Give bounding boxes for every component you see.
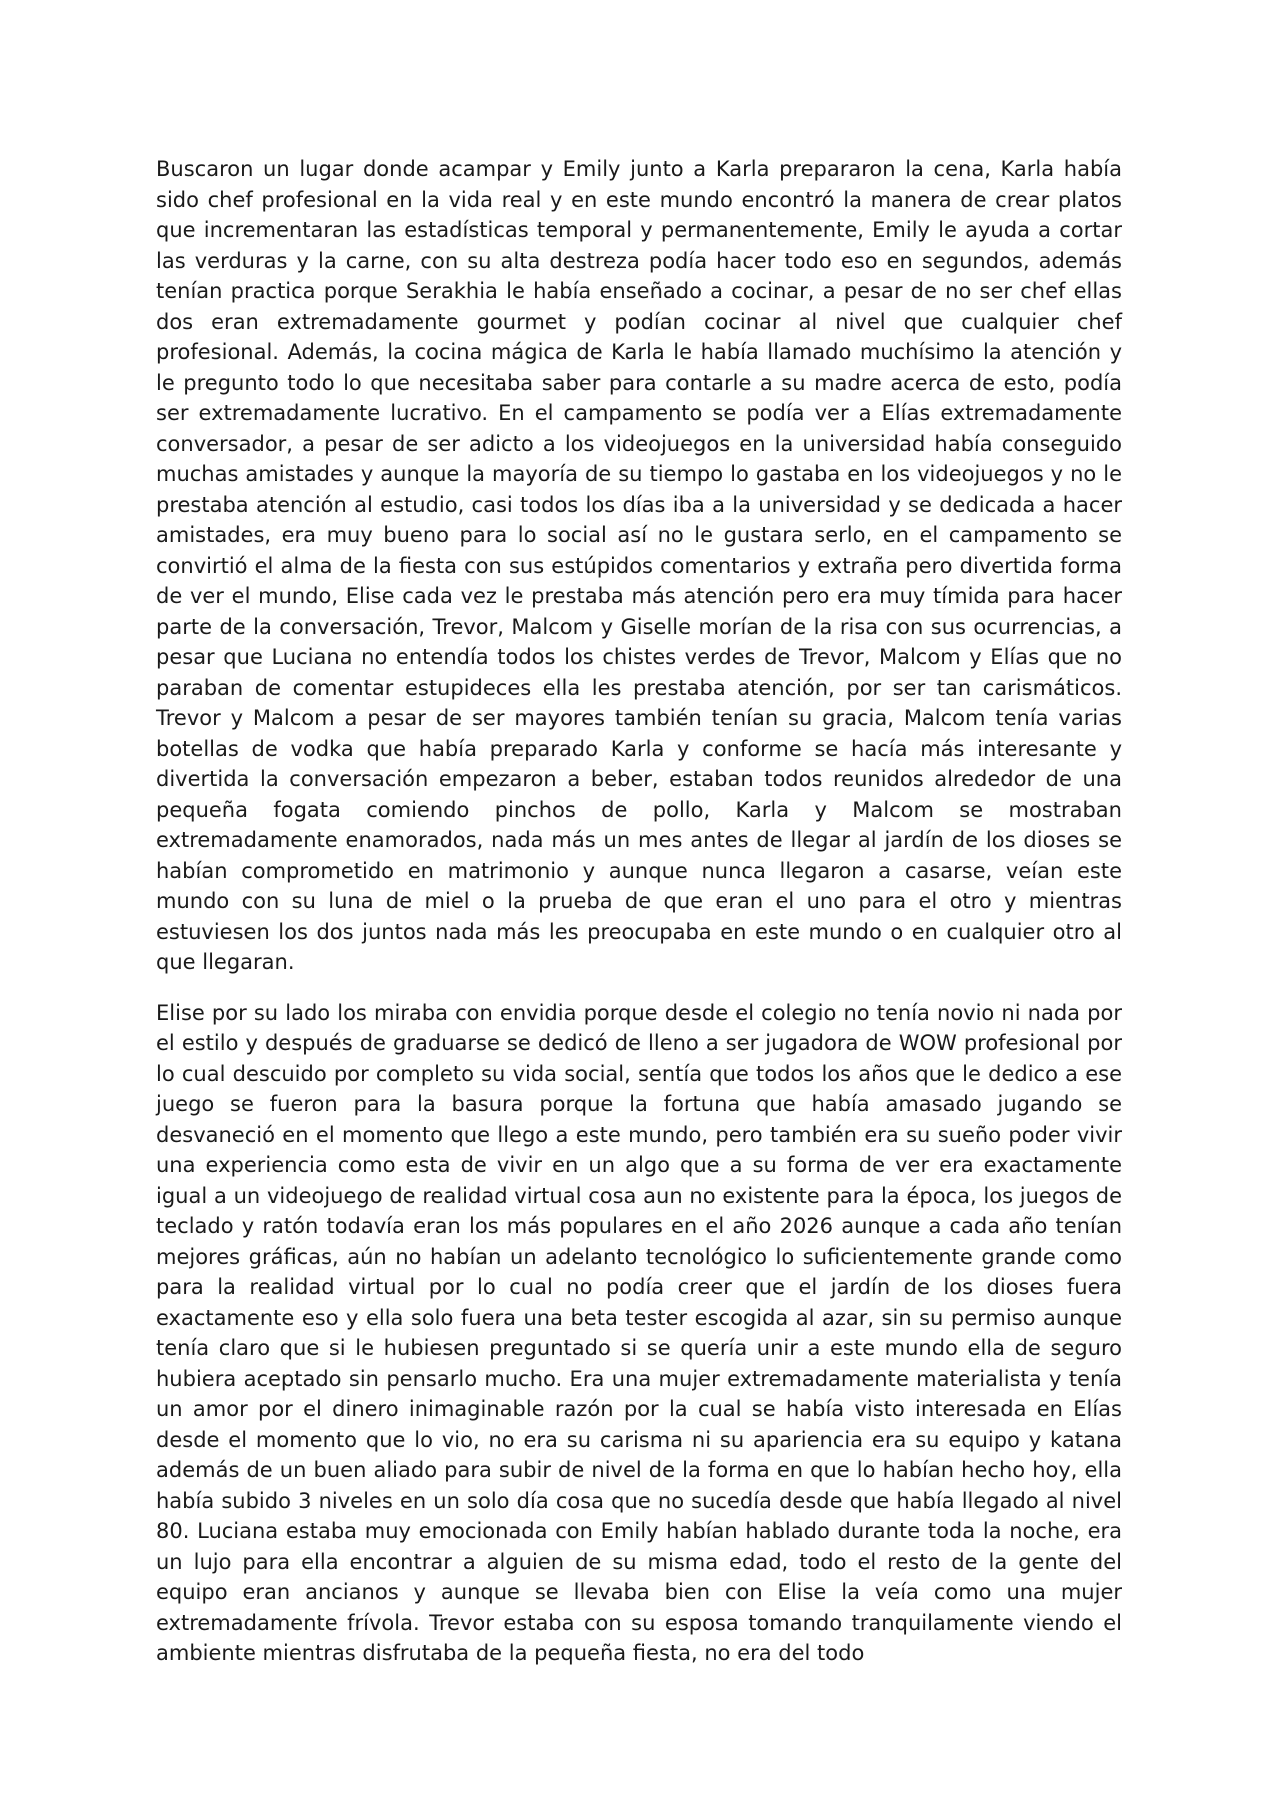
paragraph-1: Buscaron un lugar donde acampar y Emily junto a Karla prepararon la cena, Karla había sido chef profesional en la vida real y en este mundo encontró la manera de crear platos que incrementaran las estadísticas temporal y permanentemente, Emily le ayuda a cortar las verduras y la carne, con su alta destreza podía hacer todo eso en segundos, además tenían practica porque Serakhia le había enseñado a cocinar, a pesar de no ser chef ellas dos eran extremadamente gourmet y podían cocinar al nivel que cualquier chef profesional. Además, la cocina mágica de Karla le había llamado muchísimo la atención y le pregunto todo lo que necesitaba saber para contarle a su madre acerca de esto, podía ser extremadamente lucrativo. En el campamento se podía ver a Elías extremadamente conversador, a pesar de ser adicto a los videojuegos en la universidad había conseguido muchas amistades y aunque la mayoría de su tiempo lo gastaba en los videojuegos y no le prestaba atención al estudio, casi todos los días iba a la universidad y se dedicada a hacer amistades, era muy bueno para lo social así no le gustara serlo, en el campamento se convirtió el alma de la fiesta con sus estúpidos comentarios y extraña pero divertida forma de ver el mundo, Elise cada vez le prestaba más atención pero era muy tímida para hacer parte de la conversación, Trevor, Malcom y Giselle morían de la risa con sus ocurrencias, a pesar que Luciana no entendía todos los chistes verdes de Trevor, Malcom y Elías que no paraban de comentar estupideces ella les prestaba atención, por ser tan carismáticos. Trevor y Malcom a pesar de ser mayores también tenían su gracia, Malcom tenía varias botellas de vodka que había preparado Karla y conforme se hacía más interesante y divertida la conversación empezaron a beber, estaban todos reunidos alrededor de una pequeña fogata comiendo pinchos de pollo, Karla y Malcom se mostraban extremadamente enamorados, nada más un mes antes de llegar al jardín de los dioses se habían comprometido en matrimonio y aunque nunca llegaron a casarse, veían este mundo con su luna de miel o la prueba de que eran el uno para el otro y mientras estuviesen los dos juntos nada más les preocupaba en este mundo o en cualquier otro al que llegaran. bbox=[156, 157, 1122, 974]
document-body bbox=[156, 154, 1122, 1669]
paragraph-2: Elise por su lado los miraba con envidia porque desde el colegio no tenía novio ni nada por el estilo y después de graduarse se dedicó de lleno a ser jugadora de WOW profesional por lo cual descuido por completo su vida social, sentía que todos los años que le dedico a ese juego se fueron para la basura porque la fortuna que había amasado jugando se desvaneció en el momento que llego a este mundo, pero también era su sueño poder vivir una experiencia como esta de vivir en un algo que a su forma de ver era exactamente igual a un videojuego de realidad virtual cosa aun no existente para la época, los juegos de teclado y ratón todavía eran los más populares en el año 2026 aunque a cada año tenían mejores gráficas, aún no habían un adelanto tecnológico lo suficientemente grande como para la realidad virtual por lo cual no podía creer que el jardín de los dioses fuera exactamente eso y ella solo fuera una beta tester escogida al azar, sin su permiso aunque tenía claro que si le hubiesen preguntado si se quería unir a este mundo ella de seguro hubiera aceptado sin pensarlo mucho. Era una mujer extremadamente materialista y tenía un amor por el dinero inimaginable razón por la cual se había visto interesada en Elías desde el momento que lo vio, no era su carisma ni su apariencia era su equipo y katana además de un buen aliado para subir de nivel de la forma en que lo habían hecho hoy, ella había subido 3 niveles en un solo día cosa que no sucedía desde que había llegado al nivel 80. Luciana estaba muy emocionada con Emily habían hablado durante toda la noche, era un lujo para ella encontrar a alguien de su misma edad, todo el resto de la gente del equipo eran ancianos y aunque se llevaba bien con Elise la veía como una mujer extremadamente frívola. Trevor estaba con su esposa tomando tranquilamente viendo el ambiente mientras disfrutaba de la pequeña fiesta, no era del todo bbox=[156, 1000, 1122, 1665]
